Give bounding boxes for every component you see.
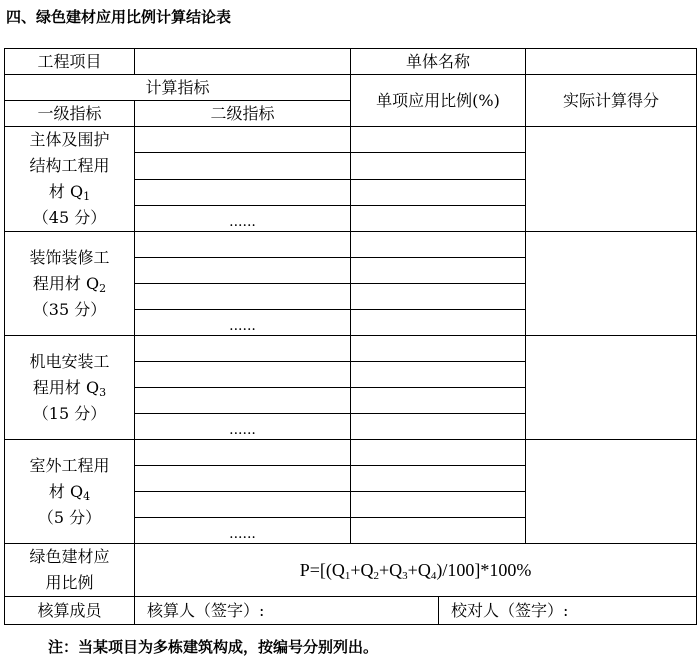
level2-cell[interactable]	[135, 232, 351, 258]
category-points: （35 分）	[32, 299, 107, 319]
ratio-cell[interactable]	[351, 466, 526, 492]
formula-sub: 2	[373, 570, 380, 582]
ellipsis-cell: ......	[135, 310, 351, 336]
category-subscript: 4	[83, 489, 91, 503]
category-points: （15 分）	[32, 403, 107, 423]
ratio-cell[interactable]	[351, 492, 526, 518]
level2-header: 二级指标	[135, 101, 351, 127]
formula-part: )/100]*100%	[436, 560, 532, 580]
category-subscript: 1	[83, 190, 91, 203]
category-points: （5 分）	[37, 507, 102, 527]
checker-signature-field[interactable]: 校对人（签字）:	[439, 597, 697, 625]
project-label: 工程项目	[5, 49, 135, 75]
category-q3-label	[5, 336, 135, 440]
ratio-cell[interactable]	[351, 205, 526, 231]
formula-part: P=[(Q	[299, 560, 345, 580]
category-q4-label	[5, 440, 135, 544]
ratio-cell[interactable]	[351, 127, 526, 153]
ratio-cell[interactable]	[351, 284, 526, 310]
project-value-cell[interactable]	[135, 49, 351, 75]
category-subscript: 3	[99, 385, 107, 399]
unit-name-label: 单体名称	[351, 49, 526, 75]
level2-cell[interactable]	[135, 388, 351, 414]
table-row	[5, 336, 697, 362]
score-cell[interactable]	[526, 127, 697, 232]
ellipsis-cell: ......	[135, 414, 351, 440]
ratio-cell[interactable]	[351, 153, 526, 179]
category-line: 主体及围护	[29, 130, 110, 149]
category-line: 机电安装工	[29, 351, 110, 371]
members-label: 核算成员	[5, 597, 135, 625]
ratio-cell[interactable]	[351, 179, 526, 205]
formula-part: +Q	[407, 560, 431, 580]
score-header: 实际计算得分	[526, 75, 697, 127]
ratio-formula-row	[5, 544, 697, 597]
level1-header: 一级指标	[5, 101, 135, 127]
category-line: 室外工程用	[29, 455, 110, 475]
ratio-cell[interactable]	[351, 232, 526, 258]
score-cell[interactable]	[526, 440, 697, 544]
formula-sub: 4	[430, 570, 437, 582]
category-q1-label	[5, 127, 135, 232]
formula-sub: 3	[402, 570, 408, 582]
score-cell[interactable]	[526, 336, 697, 440]
ratio-header: 单项应用比例(%)	[351, 75, 526, 127]
ratio-cell[interactable]	[351, 518, 526, 544]
category-line: 装饰装修工	[29, 247, 110, 267]
header-row-1	[5, 75, 697, 101]
level2-cell[interactable]	[135, 127, 351, 153]
category-q2-label	[5, 232, 135, 336]
table-row	[5, 440, 697, 466]
level2-cell[interactable]	[135, 492, 351, 518]
level2-cell[interactable]	[135, 440, 351, 466]
category-line: 程用材 Q	[32, 377, 100, 397]
project-row	[5, 49, 697, 75]
ratio-cell[interactable]	[351, 336, 526, 362]
ratio-cell[interactable]	[351, 414, 526, 440]
ratio-label-line: 用比例	[45, 573, 94, 592]
level2-cell[interactable]	[135, 362, 351, 388]
level2-cell[interactable]	[135, 466, 351, 492]
calculator-signature-field[interactable]: 核算人（签字）:	[135, 597, 439, 625]
ratio-cell[interactable]	[351, 310, 526, 336]
table-row	[5, 232, 697, 258]
category-line: 材 Q	[48, 481, 84, 501]
category-line: 结构工程用	[29, 156, 110, 175]
formula-sub: 1	[344, 570, 351, 582]
level2-cell[interactable]	[135, 336, 351, 362]
signature-row	[5, 597, 697, 625]
conclusion-table	[4, 48, 697, 625]
ratio-formula	[135, 544, 697, 597]
table-row	[5, 127, 697, 153]
ratio-cell[interactable]	[351, 362, 526, 388]
formula-part: +Q	[350, 560, 374, 580]
footnote: 注：当某项目为多栋建筑构成，按编号分别列出。	[48, 638, 379, 656]
category-subscript: 2	[99, 281, 107, 295]
ellipsis-cell: ......	[135, 518, 351, 544]
level2-cell[interactable]	[135, 179, 351, 205]
ratio-label-line: 绿色建材应	[29, 547, 110, 566]
ratio-cell[interactable]	[351, 258, 526, 284]
table-title: 四、绿色建材应用比例计算结论表	[6, 8, 232, 26]
level2-cell[interactable]	[135, 153, 351, 179]
level2-cell[interactable]	[135, 284, 351, 310]
calc-index-header: 计算指标	[5, 75, 351, 101]
score-cell[interactable]	[526, 232, 697, 336]
unit-name-value-cell[interactable]	[526, 49, 697, 75]
formula-part: +Q	[379, 560, 403, 580]
category-line: 材 Q	[48, 182, 84, 201]
ratio-cell[interactable]	[351, 440, 526, 466]
ellipsis-cell: ......	[135, 205, 351, 231]
level2-cell[interactable]	[135, 258, 351, 284]
green-ratio-label	[5, 544, 135, 597]
category-line: 程用材 Q	[32, 273, 100, 293]
category-points: （45 分）	[32, 208, 107, 227]
ratio-cell[interactable]	[351, 388, 526, 414]
